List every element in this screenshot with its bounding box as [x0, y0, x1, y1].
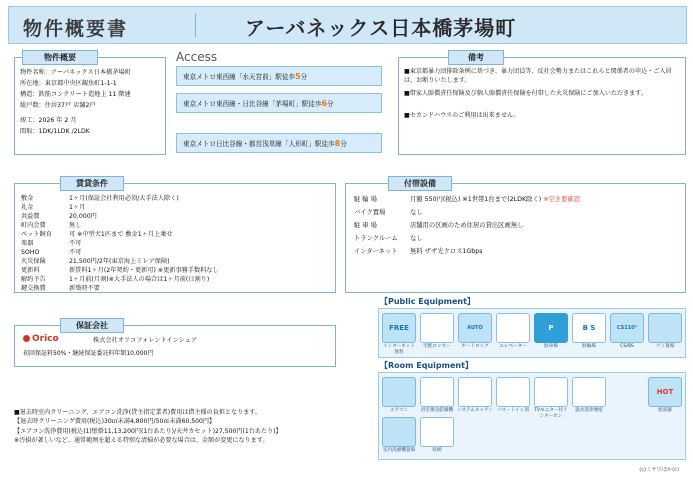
access-row — [176, 93, 382, 113]
rent-key: SOHO — [21, 249, 40, 256]
equipment-item — [381, 417, 417, 454]
rent-value: 不可 — [69, 249, 82, 256]
icon-text: AUTO — [467, 325, 483, 331]
storage-icon — [420, 417, 454, 447]
parking-icon — [534, 313, 568, 343]
orico-mark-icon — [23, 335, 30, 342]
icon-caption: エレベーター — [499, 344, 527, 349]
equipment-item — [647, 313, 683, 350]
rent-value: 不可 — [69, 240, 82, 247]
rent-value: 可 ※中型犬1匹まで 敷金1ヶ月上乗せ — [69, 231, 173, 238]
section-label-facilities: 付帯設備 — [388, 176, 452, 191]
facility-value: 店舗用の区画のため住居の貸出区画無し — [410, 222, 524, 229]
trash-yard-icon — [648, 313, 682, 343]
access-unit: 分 — [327, 100, 334, 108]
access-line-text: 東京メトロ東西線「水天宮前」駅徒歩 — [183, 73, 296, 81]
equipment-item — [495, 377, 531, 414]
access-line-text: 東京メトロ東西線・日比谷線「茅場町」駅徒歩 — [183, 100, 322, 108]
rent-key: 共益費 — [21, 213, 40, 220]
note-line: ※汚損が著しいなど、通常範囲を超える特別な清掃が必要な場合は、金額が変更になります。 — [14, 437, 269, 445]
icon-text: CS110° — [616, 325, 638, 331]
access-line-text: 東京メトロ日比谷線・都営浅草線「人形町」駅徒歩 — [183, 140, 335, 148]
icon-caption: TVモニター付インターホン — [534, 408, 568, 419]
access-unit: 分 — [300, 73, 308, 81]
separate-bath-toilet-icon — [496, 377, 530, 407]
system-kitchen-icon — [458, 377, 492, 407]
equipment-item — [381, 377, 417, 414]
facility-value: 無料 ザザ光クロス1Gbps — [410, 248, 483, 255]
guarantee-company-sub: 株式会社オリコフォレントインシュア — [93, 337, 198, 344]
icon-text: HOT — [656, 388, 674, 396]
section-label-guarantee: 保証会社 — [60, 318, 124, 333]
property-title: アーバネックス日本橋茅場町 — [245, 16, 517, 40]
hot-water-icon — [648, 377, 682, 407]
orico-name: Orico — [32, 334, 59, 344]
icon-caption: 収納 — [432, 448, 442, 453]
rent-key: 鍵交換費 — [21, 285, 46, 292]
rent-value: 21,500円/2年(東京海上ミレア保険) — [69, 258, 170, 265]
access-row — [176, 66, 382, 86]
rent-key: 礼金 — [21, 204, 34, 211]
icon-text — [649, 314, 681, 342]
equipment-item — [571, 377, 607, 414]
remark-item: ■セカンドハウスのご利用は出来ません。 — [404, 112, 520, 119]
bottom-notes — [14, 408, 344, 446]
orico-logo — [23, 334, 59, 344]
public-equipment-panel — [378, 308, 686, 358]
icon-caption: 宅配ロッカー — [423, 344, 451, 349]
facility-key: インターネット — [354, 248, 398, 255]
rent-key: ペット飼育 — [21, 231, 52, 238]
overview-row: 竣工：2026 年 2 月 — [20, 117, 77, 124]
overview-panel — [14, 57, 166, 155]
public-equipment-title: 【Public Equipment】 — [380, 297, 475, 306]
icon-caption: CS/BS — [620, 344, 634, 349]
access-minutes: 6 — [321, 99, 328, 108]
icon-caption: システムキッチン — [457, 408, 493, 413]
remark-item: ■東京都暴力団排除条例に基づき、暴力団員等、反社会勢力またはこれらと関係者の申込・ご入居は、お断りいたします。 — [404, 68, 672, 84]
free-internet-icon — [382, 313, 416, 343]
air-conditioner-icon — [382, 377, 416, 407]
room-equipment-title: 【Room Equipment】 — [380, 361, 473, 370]
auto-lock-icon — [458, 313, 492, 343]
rent-value: 1ヶ月 — [69, 204, 86, 211]
facility-value: なし — [410, 235, 423, 242]
icon-caption: 駐輪場 — [582, 344, 596, 349]
facilities-panel — [345, 183, 686, 293]
facility-value: なし — [410, 209, 423, 216]
rent-value: 新賃料1ヶ月(2年契約・更新可) ※更新事務手数料なし — [69, 267, 219, 274]
icon-caption: インターネット 無料 — [383, 344, 415, 355]
rent-terms-panel — [14, 183, 336, 293]
icon-text: B S — [582, 324, 596, 332]
header-divider — [195, 13, 196, 37]
facility-key: バイク置場 — [354, 209, 386, 216]
equipment-item — [533, 377, 569, 420]
icon-text — [421, 314, 453, 342]
page-title: 物件概要書 — [23, 18, 129, 40]
remarks-panel — [398, 57, 686, 155]
overview-row: 所在地：東京都中央区観魚町1-1-1 — [20, 80, 117, 87]
access-minutes: 8 — [334, 139, 341, 148]
icon-caption: 給湯器 — [658, 408, 672, 413]
facility-key: トランクルーム — [354, 235, 398, 242]
icon-caption: 温水洗浄便座 — [575, 408, 603, 413]
rent-value: 無し — [69, 222, 82, 229]
icon-text: FREE — [389, 324, 409, 332]
floor-heating-icon — [420, 377, 454, 407]
credit-text: (c)ミサワほか(c) — [639, 467, 679, 473]
equipment-item — [533, 313, 569, 350]
rent-key: 町内会費 — [21, 222, 46, 229]
rent-value: 1ヶ月(保証会社利用必須/大手法人除く) — [69, 195, 179, 202]
access-unit: 分 — [340, 140, 347, 148]
icon-caption: エアコン — [389, 408, 409, 413]
icon-caption: 浴室換気乾燥機 — [420, 408, 454, 413]
equipment-item — [609, 313, 645, 350]
icon-caption: ゴミ置場 — [655, 344, 675, 349]
access-minutes: 5 — [295, 72, 301, 81]
rent-value: 新築時不要 — [69, 285, 100, 292]
overview-row: 物件名称：アーバネックス日本橋茅場町 — [20, 69, 131, 76]
room-equipment-panel — [378, 372, 686, 460]
overview-row: 間取：1DK/1LDK /2LDK — [20, 128, 90, 135]
icon-text — [497, 314, 529, 342]
icon-text: P — [548, 324, 554, 332]
elevator-icon — [496, 313, 530, 343]
note-line: 【エアコン洗浄費用(税込)1)壁掛11,13,200円(1台あたり)/天井カセット)27,500円(1台あたり)】 — [14, 427, 282, 435]
guarantee-detail: 初回保証料50%・継続保証委託料年額10,000円 — [23, 350, 154, 357]
indoor-washer-icon — [382, 417, 416, 447]
icon-caption: オートロック — [461, 344, 489, 349]
section-label-rent-terms: 賃貸条件 — [60, 176, 124, 191]
equipment-item — [457, 377, 493, 414]
tv-intercom-icon — [534, 377, 568, 407]
document-header — [8, 6, 687, 44]
equipment-item — [419, 417, 455, 454]
section-label-overview: 物件概要 — [22, 50, 98, 65]
rent-key: 楽器 — [21, 240, 34, 247]
equipment-item — [381, 313, 417, 356]
note-line: 【退去時クリーニング費用(税込)30㎡未満4,800円/50㎡未満60,500円】 — [14, 418, 216, 426]
rent-key: 敷金 — [21, 195, 34, 202]
remark-item: ■借家人賠償責任保険及び個人賠償責任保険を付帯した火災保険にご加入いただきます。 — [404, 90, 647, 97]
equipment-item — [647, 377, 683, 414]
rent-key: 更新料 — [21, 267, 40, 274]
equipment-item — [571, 313, 607, 350]
cs-antenna-icon — [610, 313, 644, 343]
facility-key: 駐 車 場 — [354, 222, 377, 229]
rent-key: 解約予告 — [21, 276, 46, 283]
icon-caption: バス・トイレ別 — [497, 408, 529, 413]
bicycle-parking-icon — [572, 313, 606, 343]
icon-caption: 駐車場 — [544, 344, 558, 349]
section-label-remarks: 備考 — [448, 50, 504, 65]
equipment-item — [457, 313, 493, 350]
equipment-item — [419, 377, 455, 414]
facility-note: ※空き要確認 — [543, 196, 580, 203]
delivery-box-icon — [420, 313, 454, 343]
rent-value: 1ヶ月前(月割)※大手法人の場合は1ヶ月前(日割り) — [69, 276, 210, 283]
rent-key: 火災保険 — [21, 258, 46, 265]
washlet-icon — [572, 377, 606, 407]
note-line: ■退去時室内クリーニング、エアコン洗浄(貸主指定業者)費用は借主様の負担となります。 — [14, 409, 262, 416]
facility-key: 駐 輪 場 — [354, 196, 377, 203]
equipment-item — [495, 313, 531, 350]
icon-caption: 室内洗濯機置場 — [382, 448, 416, 453]
overview-row: 総戸数：住居37戸 店舗2戸 — [20, 102, 96, 109]
access-title: Access — [176, 50, 218, 64]
rent-value: 20,000円 — [69, 213, 97, 220]
overview-row: 構造：鉄筋コンクリート造地上 11 階建 — [20, 91, 131, 98]
facility-value — [410, 195, 580, 204]
equipment-item — [419, 313, 455, 350]
access-row — [176, 133, 382, 153]
facility-value-text: 月額 550円(税込) ※1世帯1台まで(2LDK除く) — [410, 196, 542, 203]
